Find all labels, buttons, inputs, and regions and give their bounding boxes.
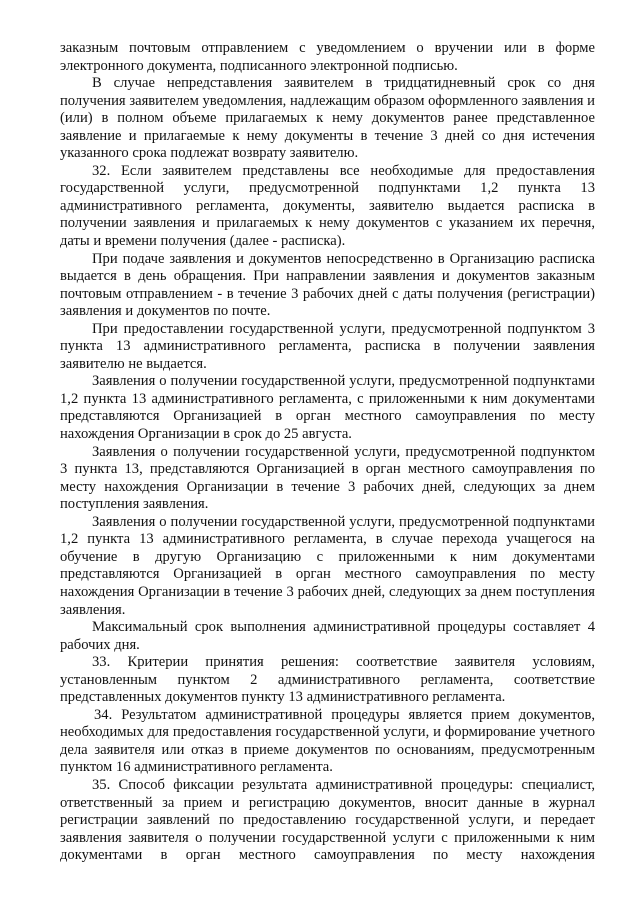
paragraph-max-duration: Максимальный срок выполнения административной процедуры составляет 4 рабочих дня. [60,619,595,653]
paragraph-no-receipt: При предоставлении государственной услуги, предусмотренной подпунктом 3 пункта 13 административного регламента, расписка в получении заявления заявителю не выдается. [60,320,595,372]
paragraph-applications-transfer: Заявления о получении государственной услуги, предусмотренной подпунктами 1,2 пункта 13 административного регламента, в случае перехода учащегося на обучение в другую Организацию с приложенными к ним документами представляются Организацией в орган местного самоуправления по месту нахождения Организации в течение 3 рабочих дней, следующих за днем поступления заявления. [60,513,595,618]
paragraph-applications-deadline: Заявления о получении государственной услуги, предусмотренной подпунктами 1,2 пункта 13 административного регламента, с приложенными к ним документами представляются Организацией в орган местного самоуправления по месту нахождения Организации в срок до 25 августа. [60,373,595,443]
paragraph-receipt-issuance: При подаче заявления и документов непосредственно в Организацию расписка выдается в день обращения. При направлении заявления и документов заказным почтовым отправлением - в течение 3 рабочих дней с даты получения (регистрации) заявления и документов по почте. [60,250,595,320]
paragraph-34: 34. Результатом административной процедуры является прием документов, необходимых для предоставления государственной услуги, и формирование учетного дела заявителя или отказ в приеме документов по основаниям, предусмотренным пунктом 16 административного регламента. [60,706,595,776]
paragraph-applications-subpoint-3: Заявления о получении государственной услуги, предусмотренной подпунктом 3 пункта 13, представляются Организацией в орган местного самоуправления по месту нахождения Организации в течение 3 рабочих дней, следующих за днем поступления заявления. [60,443,595,513]
paragraph-32: 32. Если заявителем представлены все необходимые для предоставления государственной услуги, предусмотренной подпунктами 1,2 пункта 13 административного регламента, документы, заявителю выдается расписка в получении заявления и прилагаемых к нему документов с указанием их перечня, даты и времени получения (далее - расписка). [60,162,595,250]
paragraph-return-of-documents: В случае непредставления заявителем в тридцатидневный срок со дня получения заявителем уведомления, надлежащим образом оформленного заявления и (или) в полном объеме прилагаемых к нему документов ранее представленное заявление и прилагаемые к нему документы в течение 3 дней со дня истечения указанного срока подлежат возврату заявителю. [60,75,595,162]
paragraph-continuation: заказным почтовым отправлением с уведомлением о вручении или в форме электронного документа, подписанного электронной подписью. [60,40,595,74]
paragraph-35: 35. Способ фиксации результата административной процедуры: специалист, ответственный за прием и регистрацию документов, вносит данные в журнал регистрации заявлений по предоставлению государственной услуги, и передает заявления заявителя о получении государственной услуги с приложенными к ним документами в орган местного самоуправления по месту нахождения [60,776,595,864]
paragraph-33: 33. Критерии принятия решения: соответствие заявителя условиям, установленным пунктом 2 административного регламента, соответствие представленных документов пункту 13 административного регламента. [60,654,595,706]
document-body [60,40,595,865]
